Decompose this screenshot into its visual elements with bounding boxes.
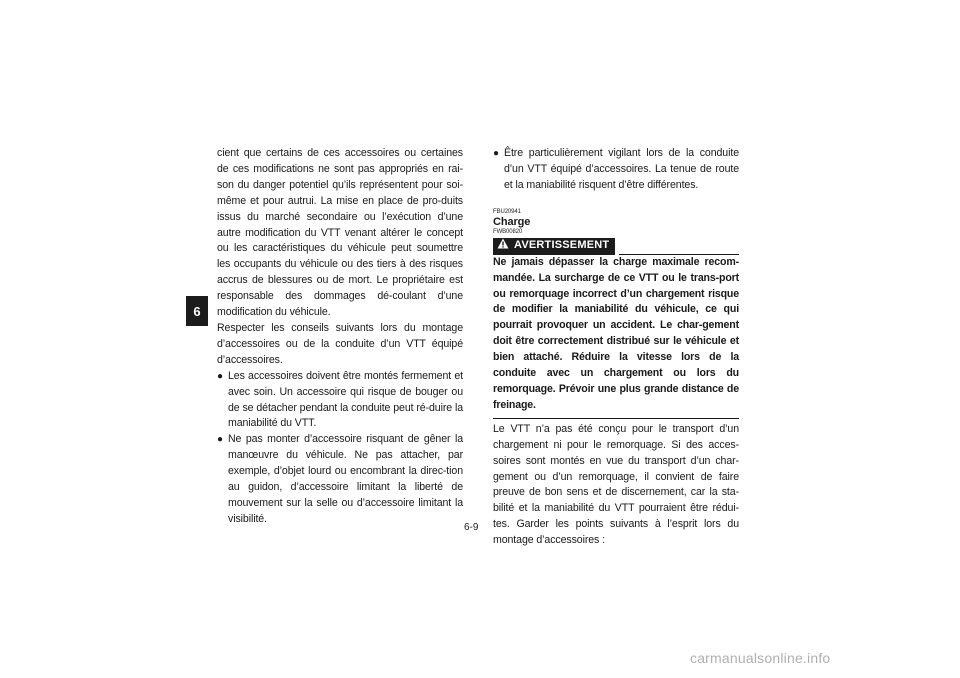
list-item-text: Être particulièrement vigilant lors de la conduite d’un VTT équipé d’accessoires. La tenue de route et la maniabilité risquent d’être différentes.	[504, 147, 739, 191]
warning-triangle-icon	[497, 238, 509, 255]
page-number: 6-9	[464, 522, 479, 533]
list-item	[493, 146, 739, 194]
list-item-text: Les accessoires doivent être montés fermement et avec soin. Un accessoire qui risque de bouger ou de se détacher pendant la conduite peut ré-duire la maniabilité du VTT.	[228, 369, 463, 430]
chapter-tab: 6	[186, 296, 208, 326]
bullet-dot-icon: ●	[493, 148, 499, 159]
section-title: Charge	[493, 215, 531, 228]
section-code: FBU20941	[493, 208, 521, 215]
list-item-text: Ne pas monter d’accessoire risquant de gêner la manœuvre du véhicule. Ne pas attacher, par exemple, d’objet lourd ou encombrant la direc-tion au guidon, d’accessoire limitant la liberté de mouvement sur la selle ou d’accessoire limitant la visibilité.	[228, 433, 463, 525]
body-paragraph: Le VTT n’a pas été conçu pour le transport d’un chargement ni pour le remorquage. Si des acces-soires sont montés en vue du transport d’un char-gement ou d’un remorquage, il convient de faire preuve de bon sens et de discernement, car la sta-bilité et la maniabilité du VTT pourraient être rédui-tes. Garder les points suivants à l’esprit lors du montage d’accessoires :	[493, 422, 739, 547]
warning-badge	[493, 238, 615, 255]
advice-paragraph: Respecter les conseils suivants lors du montage d’accessoires ou de la conduite d’un VTT équipé d’accessoires.	[217, 321, 463, 366]
warning-text: Ne jamais dépasser la charge maximale recom-mandée. La surcharge de ce VTT ou le trans-port ou remorquage incorrect d’un chargement risque de modifier la maniabilité du véhicule, ce qui pourrait provoquer un accident. Le char-gement doit être correctement distribué sur le véhicule et bien attaché. Réduire la vitesse lors de la conduite avec un chargement ou lors du remorquage. Prévoir une plus grande distance de freinage.	[493, 255, 739, 411]
warning-header	[493, 238, 739, 255]
warning-label: AVERTISSEMENT	[514, 239, 610, 252]
watermark: carmanualsonline.info	[690, 650, 831, 666]
right-column	[493, 146, 739, 549]
bullet-dot-icon: ●	[217, 434, 223, 446]
warning-code: FWB00820	[493, 228, 523, 235]
list-item	[217, 432, 463, 527]
intro-paragraph: cient que certains de ces accessoires ou certaines de ces modifications ne sont pas appropriés en rai-son du danger potentiel qu’ils représentent pour soi-même et pour autrui. La mise en place de pro-duits issus du marché secondaire ou l’exécution d’une autre modification du VTT venant altérer le concept ou les caractéristiques du véhicule peut soumettre les occupants du véhicule ou des tiers à des risques accrus de blessures ou de mort. Le propriétaire est responsable des dommages dé-coulant d’une modification du véhicule.	[217, 147, 463, 319]
warning-bottom-rule	[493, 418, 739, 419]
list-item	[217, 369, 463, 433]
left-column	[217, 146, 463, 528]
bullet-dot-icon: ●	[217, 370, 223, 382]
